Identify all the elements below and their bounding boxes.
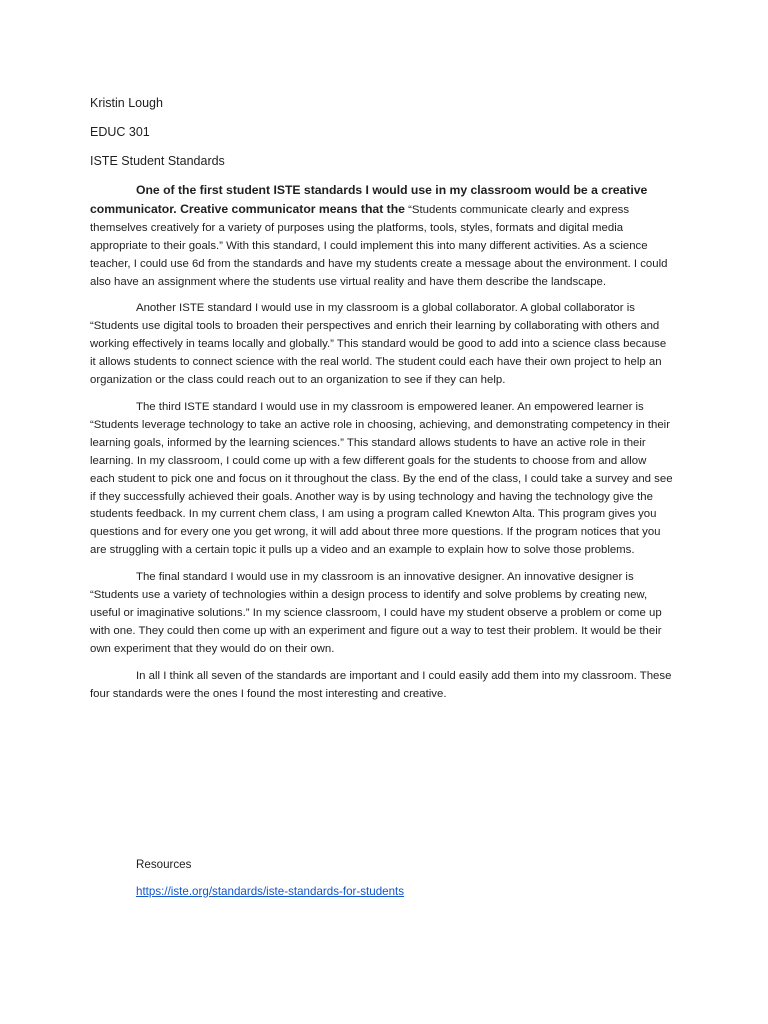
resource-link[interactable]: https://iste.org/standards/iste-standards-for-students [136,885,405,898]
paragraph-bold-lead: One of the first student ISTE standards I would use in my classroom would be a creative communicator. Creative communicator means that the [90,183,648,216]
paragraph-empowered-learner: The third ISTE standard I would use in my classroom is empowered leaner. An empowered learner is “Students leverage technology to take an active role in choosing, achieving, and demonstrating competency in their learning goals, informed by the learning sciences.” This standard allows students to have an active role in their learning. In my classroom, I could come up with a few different goals for the students to choose from and allow each student to pick one and focus on it throughout the class. By the end of the class, I could take a survey and see if they successfully achieved their goals. Another way is by using technology and having the technology give the students feedback. In my current chem class, I am using a program called Knewton Alta. This program gives you questions and for every one you get wrong, it will add about three more questions. If the program notices that you are struggling with a certain topic it pulls up a video and an example to explain how to solve those problems. [90,400,673,557]
document-body [90,182,674,712]
author-name: Kristin Lough [90,96,163,110]
resources-heading: Resources [136,858,192,871]
paragraph-creative-communicator [90,182,674,291]
paragraph-global-collaborator: Another ISTE standard I would use in my classroom is a global collaborator. A global collaborator is “Students use digital tools to broaden their perspectives and enrich their learning by collaborating with others and working effectively in teams locally and globally.” This standard would be good to add into a science class because it allows students to connect science with the real world. The student could each have their own project to help an organization or the class could reach out to an organization to see if they can help. [90,302,667,387]
paragraph-text: “Students communicate clearly and express themselves creatively for a variety of purposes using the platforms, tools, styles, formats and digital media appropriate to their goals.” With this standard, I could implement this into many different activities. As a science teacher, I could use 6d from the standards and have my students create a message about the environment. I could also have an assignment where the students use virtual reality and have them describe the landscape. [90,203,668,288]
course-code: EDUC 301 [90,125,150,139]
document-title: ISTE Student Standards [90,154,225,168]
paragraph-conclusion: In all I think all seven of the standards are important and I could easily add them into my classroom. These four standards were the ones I found the most interesting and creative. [90,669,672,700]
paragraph-innovative-designer: The final standard I would use in my classroom is an innovative designer. An innovative designer is “Students use a variety of technologies within a design process to identify and solve problems by creating new, useful or imaginative solutions.” In my science classroom, I could have my student observe a problem or come up with one. They could then come up with an experiment and figure out a way to test their problem. It would be their own experiment that they would do on their own. [90,571,662,655]
